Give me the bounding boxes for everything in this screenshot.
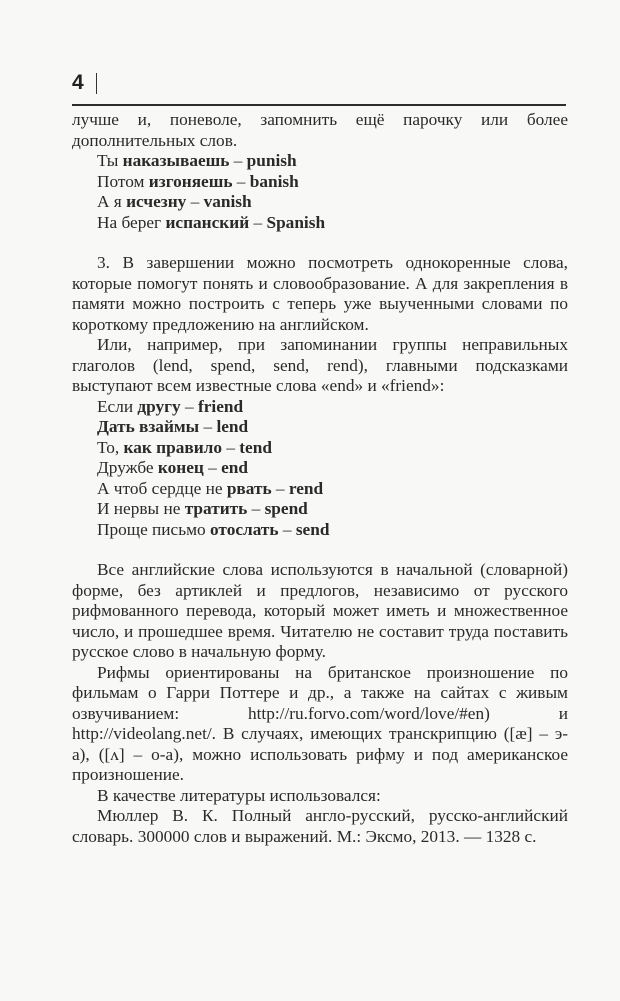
verse-line: А я исчезну – vanish (97, 192, 252, 211)
verse-friend (72, 397, 568, 541)
verse-line: А чтоб сердце не рвать – rend (97, 478, 324, 498)
section3-example-paragraph: Или, например, при запоминании группы неправильных глаголов (lend, spend, send, rend), главными подсказками выступают всем известные слова «end» и «friend»: (72, 335, 568, 395)
verse-line: То, как правило – tend (97, 437, 272, 457)
notes-paragraph-pronunciation: Рифмы ориентированы на британское произношение по фильмам о Гарри Поттере и др., а также на сайтах с живым озвучиванием: http://ru.forvo.com/word/love/#en) и http://videolang.net/. В случаях, имеющих транскрипцию ([æ] – э-а), ([ʌ] – о-а), можно использовать рифму и под американское произношение. (72, 662, 568, 784)
section3-paragraph: 3. В завершении можно посмотреть однокоренные слова, которые помогут понять и словообразование. А для закрепления в памяти можно построить с теперь уже выученными словами по короткому предложению на английском. (72, 253, 568, 334)
page-number: 4 (72, 71, 84, 94)
verse-line: Дать взаймы – lend (97, 417, 249, 436)
intro-paragraph: лучше и, поневоле, запомнить ещё парочку или более дополнительных слов. (72, 110, 568, 150)
verse-punish (72, 151, 568, 233)
header-separator (96, 73, 98, 94)
notes-paragraph-literature: В качестве литературы использовался: (97, 785, 381, 805)
page-header (72, 66, 97, 100)
header-rule (72, 104, 566, 106)
verse-line: Потом изгоняешь – banish (97, 171, 299, 191)
page-body (72, 110, 568, 847)
verse-line: На берег испанский – Spanish (97, 212, 326, 232)
verse-line: Дружбе конец – end (97, 458, 249, 477)
verse-line: Проще письмо отослать – send (97, 519, 330, 539)
notes-paragraph-reference: Мюллер В. К. Полный англо-русский, русско-английский словарь. 300000 слов и выражений. М.: Эксмо, 2013. — 1328 с. (72, 806, 568, 846)
verse-line: Ты наказываешь – punish (97, 151, 297, 170)
verse-line: И нервы не тратить – spend (97, 499, 308, 518)
verse-line: Если другу – friend (97, 396, 244, 416)
notes-paragraph-forms: Все английские слова используются в начальной (словарной) форме, без артиклей и предлогов, независимо от русского рифмованного перевода, который может иметь и множественное число, и прошедшее время. Читателю не составит труда поставить русское слово в начальную форму. (72, 560, 568, 661)
